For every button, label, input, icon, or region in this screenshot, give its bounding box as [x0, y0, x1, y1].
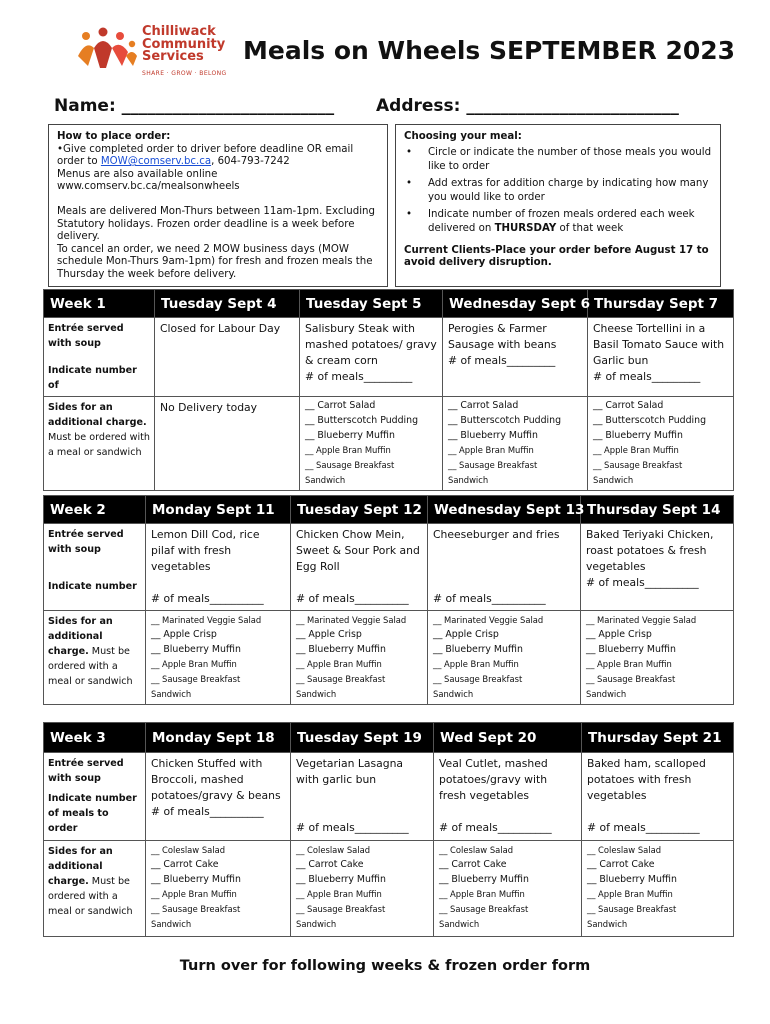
list-item: • Indicate number of frozen meals ordered each week delivered on THURSDAY of that week — [404, 208, 712, 237]
sides-label-cell: Sides for an additional charge. Must be ordered with a meal or sandwich — [44, 841, 146, 937]
meal-count-field[interactable]: # of meals__________ — [151, 805, 264, 818]
week-label: Week 2 — [44, 496, 146, 524]
sides-cell[interactable]: __ Marinated Veggie Salad __ Apple Crisp __ Blueberry Muffin __ Apple Bran Muffin __ Sausage Breakfast Sandwich — [146, 611, 291, 705]
sides-cell[interactable]: __ Carrot Salad __ Butterscotch Pudding __ Blueberry Muffin __ Apple Bran Muffin __ Sausage Breakfast Sandwich — [443, 397, 588, 491]
meal-cell[interactable]: Baked ham, scalloped potatoes with fresh vegetables # of meals__________ — [582, 753, 734, 841]
sides-cell[interactable]: __ Coleslaw Salad __ Carrot Cake __ Blueberry Muffin __ Apple Bran Muffin __ Sausage Breakfast Sandwich — [291, 841, 434, 937]
meal-count-field[interactable]: # of meals_________ — [305, 370, 413, 383]
org-logo — [76, 26, 236, 82]
week1-table — [43, 289, 734, 491]
how-to-order-box — [48, 124, 388, 287]
meal-cell[interactable]: Vegetarian Lasagna with garlic bun # of meals__________ — [291, 753, 434, 841]
menus-online-line: Menus are also available online — [57, 168, 218, 180]
list-item: • Circle or indicate the number of those meals you would like to order — [404, 146, 712, 175]
website-line: www.comserv.bc.ca/mealsonwheels — [57, 181, 240, 193]
meal-count-field[interactable]: # of meals__________ — [586, 576, 699, 589]
meal-count-field[interactable]: # of meals__________ — [433, 592, 546, 605]
sides-cell[interactable]: __ Marinated Veggie Salad __ Apple Crisp __ Blueberry Muffin __ Apple Bran Muffin __ Sausage Breakfast Sandwich — [291, 611, 428, 705]
meal-cell[interactable]: Cheeseburger and fries # of meals__________ — [428, 524, 581, 611]
meal-cell[interactable]: Perogies & Farmer Sausage with beans # of meals_________ — [443, 318, 588, 397]
choosing-meal-list — [404, 146, 712, 237]
cancel-info: To cancel an order, we need 2 MOW business days (MOW schedule Mon-Thurs 9am-1pm) for fresh and frozen meals the Thursday the week before delivery. — [57, 243, 373, 280]
meal-cell[interactable]: Lemon Dill Cod, rice pilaf with fresh vegetables # of meals__________ — [146, 524, 291, 611]
day-header: Wednesday Sept 13 — [428, 496, 581, 524]
day-header: Tuesday Sept 4 — [155, 290, 300, 318]
meal-count-field[interactable]: # of meals__________ — [296, 592, 409, 605]
meal-count-field[interactable]: # of meals__________ — [151, 592, 264, 605]
meal-cell[interactable]: Salisbury Steak with mashed potatoes/ gravy & cream corn # of meals_________ — [300, 318, 443, 397]
day-header: Tuesday Sept 5 — [300, 290, 443, 318]
sides-cell[interactable]: __ Coleslaw Salad __ Carrot Cake __ Blueberry Muffin __ Apple Bran Muffin __ Sausage Breakfast Sandwich — [434, 841, 582, 937]
meal-cell: Closed for Labour Day — [155, 318, 300, 397]
entree-label-cell: Entrée served with soup Indicate number — [44, 524, 146, 611]
week-label: Week 1 — [44, 290, 155, 318]
sides-cell[interactable]: __ Carrot Salad __ Butterscotch Pudding __ Blueberry Muffin __ Apple Bran Muffin __ Sausage Breakfast Sandwich — [300, 397, 443, 491]
day-header: Tuesday Sept 12 — [291, 496, 428, 524]
people-logo-icon — [76, 26, 138, 70]
meal-cell[interactable]: Chicken Chow Mein, Sweet & Sour Pork and Egg Roll # of meals__________ — [291, 524, 428, 611]
meal-count-field[interactable]: # of meals__________ — [439, 821, 552, 834]
week3-table — [43, 722, 734, 937]
order-contact-line: order to MOW@comserv.bc.ca, 604-793-7242 — [57, 156, 290, 168]
meal-count-field[interactable]: # of meals_________ — [593, 370, 701, 383]
choosing-meal-box — [395, 124, 721, 287]
list-item: • Add extras for addition charge by indicating how many you would like to order — [404, 177, 712, 206]
meal-count-field[interactable]: # of meals__________ — [296, 821, 409, 834]
how-to-order-heading: How to place order: — [57, 131, 171, 142]
meal-cell[interactable]: Cheese Tortellini in a Basil Tomato Sauce with Garlic bun # of meals_________ — [588, 318, 734, 397]
entree-label-cell: Entrée served with soup Indicate number of meals to order — [44, 753, 146, 841]
week2-table — [43, 495, 734, 705]
current-clients-notice: Current Clients-Place your order before August 17 to avoid delivery disruption. — [404, 244, 709, 269]
day-header: Thursday Sept 21 — [582, 723, 734, 753]
sides-cell[interactable]: __ Coleslaw Salad __ Carrot Cake __ Blueberry Muffin __ Apple Bran Muffin __ Sausage Breakfast Sandwich — [146, 841, 291, 937]
sides-cell[interactable]: __ Marinated Veggie Salad __ Apple Crisp __ Blueberry Muffin __ Apple Bran Muffin __ Sausage Breakfast Sandwich — [581, 611, 734, 705]
document-title: Meals on Wheels SEPTEMBER 2023 — [243, 36, 736, 65]
meal-cell[interactable]: Veal Cutlet, mashed potatoes/gravy with fresh vegetables # of meals__________ — [434, 753, 582, 841]
meal-count-field[interactable]: # of meals_________ — [448, 354, 556, 367]
email-link[interactable]: MOW@comserv.bc.ca — [100, 156, 212, 168]
day-header: Monday Sept 18 — [146, 723, 291, 753]
day-header: Tuesday Sept 19 — [291, 723, 434, 753]
week-label: Week 3 — [44, 723, 146, 753]
sides-label-cell: Sides for an additional charge. Must be ordered with a meal or sandwich — [44, 397, 155, 491]
name-field[interactable]: Name: _________________________ — [54, 96, 335, 116]
sides-label-cell: Sides for an additional charge. Must be ordered with a meal or sandwich — [44, 611, 146, 705]
sides-cell[interactable]: __ Coleslaw Salad __ Carrot Cake __ Blueberry Muffin __ Apple Bran Muffin __ Sausage Breakfast Sandwich — [582, 841, 734, 937]
day-header: Thursday Sept 7 — [588, 290, 734, 318]
meal-count-field[interactable]: # of meals__________ — [587, 821, 700, 834]
sides-cell[interactable]: __ Marinated Veggie Salad __ Apple Crisp __ Blueberry Muffin __ Apple Bran Muffin __ Sausage Breakfast Sandwich — [428, 611, 581, 705]
no-delivery-cell: No Delivery today — [155, 397, 300, 491]
delivery-info: Meals are delivered Mon-Thurs between 11am-1pm. Excluding Statutory holidays. Frozen order deadline is a week before delivery. — [57, 205, 375, 243]
org-name: Chilliwack Community Services — [142, 24, 226, 64]
order-instruction-line: •Give completed order to driver before deadline OR email — [57, 143, 354, 155]
day-header: Thursday Sept 14 — [581, 496, 734, 524]
meal-cell[interactable]: Chicken Stuffed with Broccoli, mashed potatoes/gravy & beans # of meals__________ — [146, 753, 291, 841]
address-field[interactable]: Address: _________________________ — [376, 96, 679, 116]
choosing-meal-heading: Choosing your meal: — [404, 131, 522, 142]
footer-note: Turn over for following weeks & frozen order form — [179, 958, 591, 974]
day-header: Wednesday Sept 6 — [443, 290, 588, 318]
day-header: Wed Sept 20 — [434, 723, 582, 753]
meal-cell[interactable]: Baked Teriyaki Chicken, roast potatoes & fresh vegetables # of meals__________ — [581, 524, 734, 611]
day-header: Monday Sept 11 — [146, 496, 291, 524]
entree-label-cell: Entrée served with soup Indicate number of — [44, 318, 155, 397]
org-tagline: SHARE · GROW · BELONG — [142, 70, 227, 77]
sides-cell[interactable]: __ Carrot Salad __ Butterscotch Pudding __ Blueberry Muffin __ Apple Bran Muffin __ Sausage Breakfast Sandwich — [588, 397, 734, 491]
